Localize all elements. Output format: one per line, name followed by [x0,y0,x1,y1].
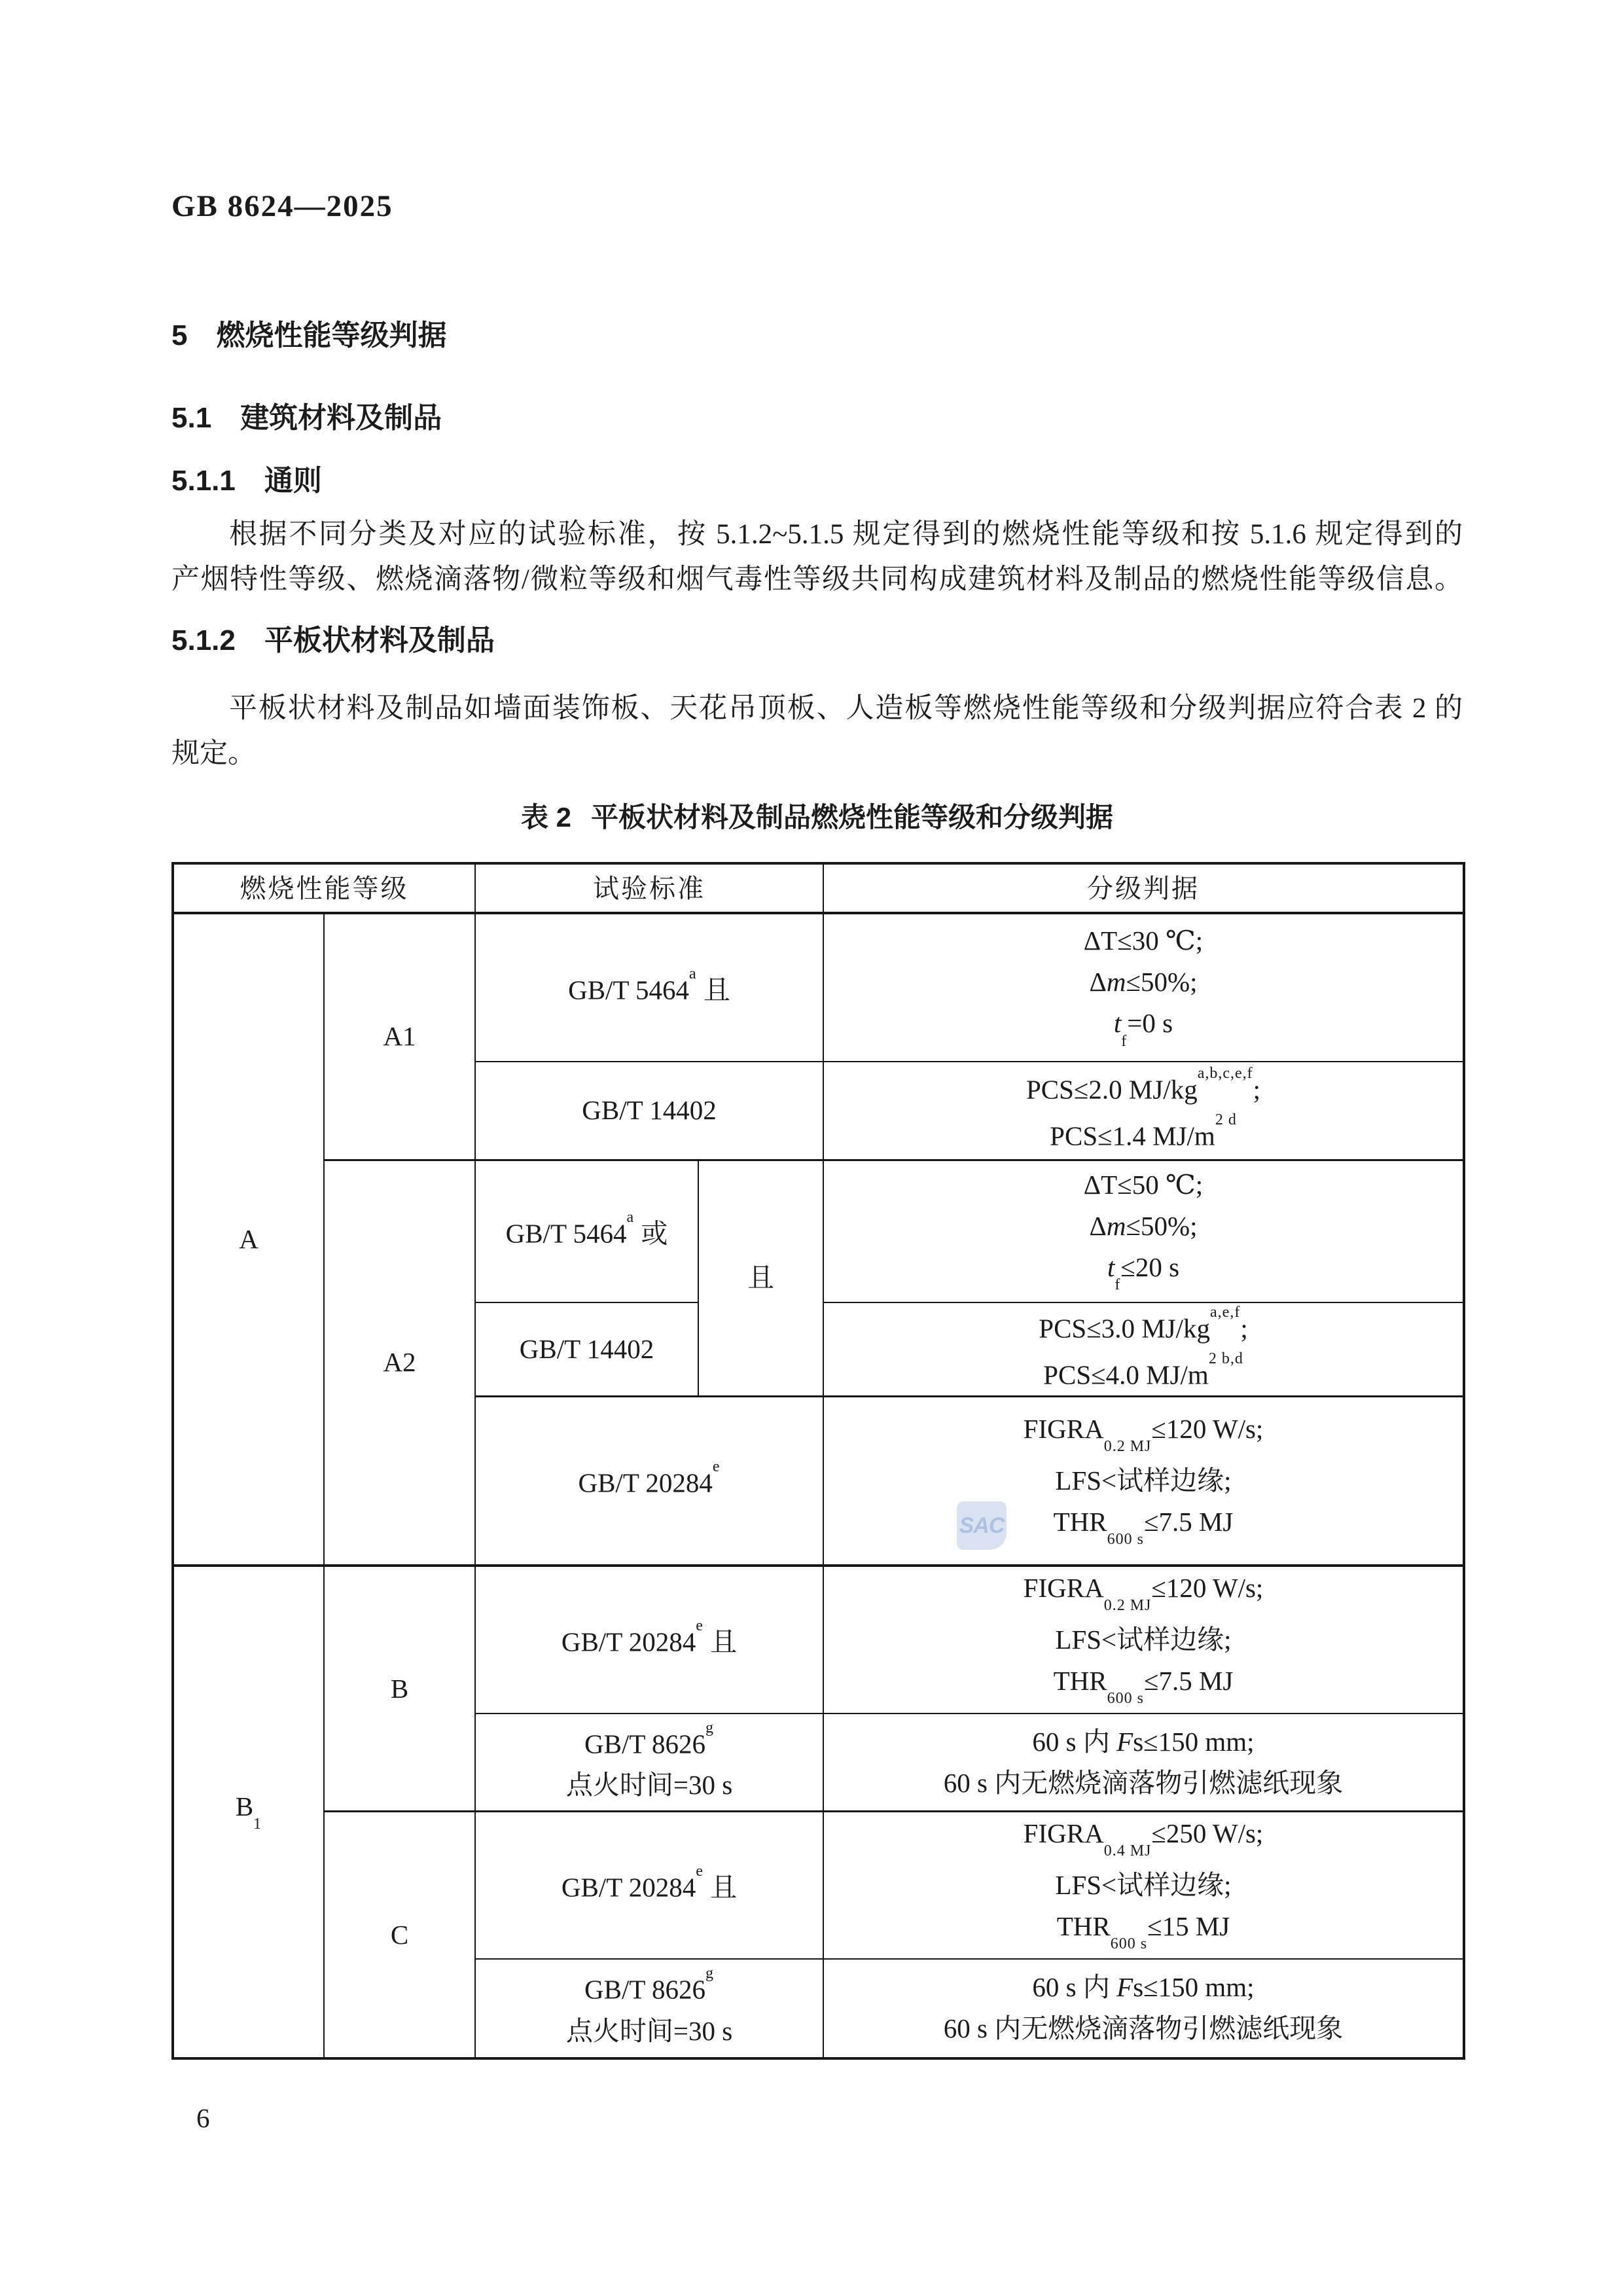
paragraph-5-1-1-line2: 产烟特性等级、燃烧滴落物/微粒等级和烟气毒性等级共同构成建筑材料及制品的燃烧性能等级信息。 [171,564,1463,595]
section-5-1-1-title: 通则 [264,465,322,497]
table-row-a2-1 [173,1160,1464,1302]
cell-grade-b1: $B_1$ [173,1566,324,2058]
section-5-1-title: 建筑材料及制品 [240,402,442,434]
doc-code: GB 8624—2025 [171,189,393,223]
section-5-1-2-heading [171,617,495,658]
section-5-1-heading [171,394,442,436]
cell-criteria-a2-3: $FIGRA_{0.2 MJ}\le 120$ W/s; LFS<试样边缘; $THR_{600 s}\le 7.5$ MJ [823,1397,1464,1566]
paragraph-5-1-1 [171,512,1463,602]
cell-criteria-a2-1: ΔT≤50 ℃; Δm≤50%; $t_f\le 20$ s [823,1160,1464,1302]
table-2-caption-label: 表 2 [520,802,571,833]
fire-performance-table [171,862,1465,2060]
column-header-criteria: 分级判据 [823,863,1464,913]
section-5-1-2-title: 平板状材料及制品 [264,624,495,656]
cell-criteria-b-2: 60 s 内 Fs≤150 mm; 60 s 内无燃烧滴落物引燃滤纸现象 [823,1713,1464,1812]
column-header-standard: 试验标准 [475,863,823,913]
cell-grade-b: B [324,1566,475,1812]
paragraph-5-1-2 [171,686,1463,776]
section-5-1-number: 5.1 [171,402,212,434]
table-2-caption [171,796,1463,835]
table-2-caption-title: 平板状材料及制品燃烧性能等级和分级判据 [591,802,1114,833]
table-row-c-1 [173,1812,1464,1959]
section-5-title: 燃烧性能等级判据 [216,319,447,351]
cell-grade-a2: A2 [324,1160,475,1566]
section-5-heading [171,312,446,353]
cell-standard-a2-2: GB/T 14402 [475,1302,698,1397]
cell-criteria-a1-1: ΔT≤30 ℃; Δm≤50%; $t_f=0$ s [823,913,1464,1062]
cell-criteria-c-2: 60 s 内 Fs≤150 mm; 60 s 内无燃烧滴落物引燃滤纸现象 [823,1959,1464,2058]
table-row-a1-1 [173,913,1464,1062]
section-5-1-1-number: 5.1.1 [171,465,236,497]
table-header-row [173,863,1464,913]
cell-standard-a2-1: GB/T 5464$^a$ 或 [475,1160,698,1302]
table-row-b-1 [173,1566,1464,1713]
cell-standard-a1-1: GB/T 5464$^a$ 且 [475,913,823,1062]
cell-standard-a2-and: 且 [698,1160,823,1397]
section-5-1-2-number: 5.1.2 [171,624,236,656]
cell-criteria-b-1: $FIGRA_{0.2 MJ}\le 120$ W/s; LFS<试样边缘; $THR_{600 s}\le 7.5$ MJ [823,1566,1464,1713]
section-5-1-1-heading [171,457,322,499]
cell-grade-a1: A1 [324,913,475,1160]
cell-standard-c-2: GB/T 8626$^g$ 点火时间=30 s [475,1959,823,2058]
page-number: 6 [196,2103,210,2133]
cell-standard-b-1: GB/T 20284e 且 [475,1566,823,1713]
cell-criteria-a1-2: PCS≤2.0 MJ/kg$^{a,b,c,e,f}$; PCS≤1.4 $MJ/m^{2 d}$ [823,1062,1464,1160]
paragraph-5-1-2-line1: 平板状材料及制品如墙面装饰板、天花吊顶板、人造板等燃烧性能等级和分级判据应符合表 2 的 [229,693,1463,724]
cell-grade-c: C [324,1812,475,2058]
paragraph-5-1-1-line1: 根据不同分类及对应的试验标准，按 5.1.2~5.1.5 规定得到的燃烧性能等级和按 5.1.6 规定得到的 [229,519,1463,550]
paragraph-5-1-2-line2: 规定。 [171,738,256,769]
cell-standard-b-2: GB/T 8626$^g$ 点火时间=30 s [475,1713,823,1812]
cell-criteria-a2-2: PCS≤3.0 MJ/kg$^{a,e,f}$; PCS≤4.0 $MJ/m^{2 b,d}$ [823,1302,1464,1397]
column-header-rating: 燃烧性能等级 [173,863,475,913]
section-5-number: 5 [171,319,188,351]
cell-standard-c-1: GB/T 20284e 且 [475,1812,823,1959]
cell-grade-a: A [173,913,324,1566]
cell-standard-a2-3: GB/T 20284e [475,1397,823,1566]
cell-criteria-c-1: $FIGRA_{0.4 MJ}\le 250$ W/s; LFS<试样边缘; $THR_{600 s}\le 15$ MJ [823,1812,1464,1959]
cell-standard-a1-2: GB/T 14402 [475,1062,823,1160]
sac-watermark-text: SAC [959,1513,1005,1538]
